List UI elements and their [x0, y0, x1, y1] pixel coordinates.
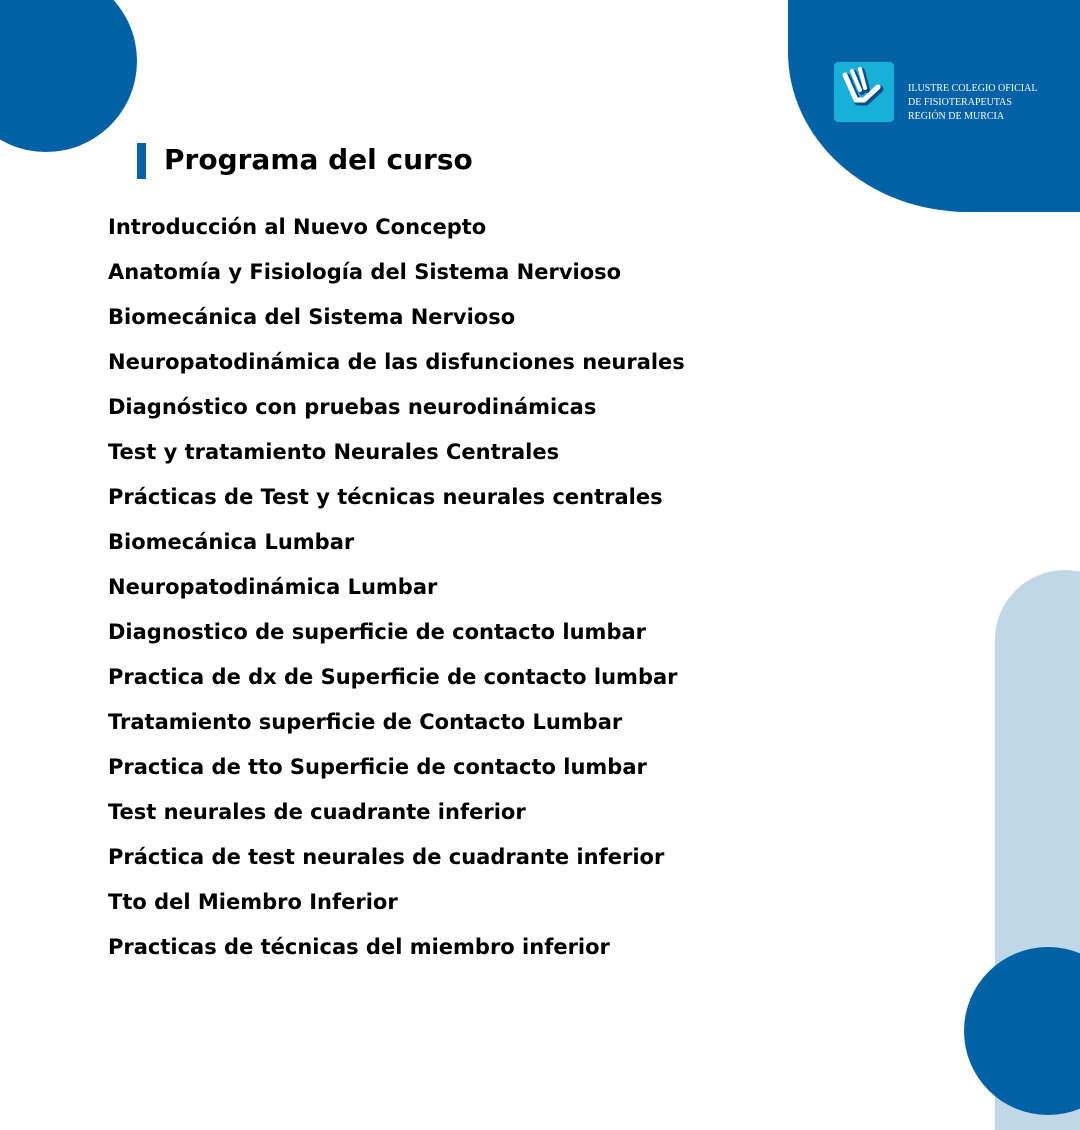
list-item: Practica de tto Superficie de contacto lumbar: [108, 755, 647, 779]
organization-name: [908, 82, 1037, 124]
decorative-circle-top-left: [0, 0, 137, 152]
list-item: Biomecánica Lumbar: [108, 530, 355, 554]
organization-name-line: DE FISIOTERAPEUTAS: [908, 97, 1012, 108]
course-program-list: [108, 205, 685, 970]
organization-name-line: REGIÓN DE MURCIA: [908, 111, 1005, 122]
list-item: Neuropatodinámica Lumbar: [108, 575, 438, 599]
list-item: Diagnostico de superficie de contacto lumbar: [108, 620, 647, 644]
list-item: Practica de dx de Superficie de contacto lumbar: [108, 665, 678, 689]
page-title: Programa del curso: [164, 143, 473, 176]
list-item: Tratamiento superficie de Contacto Lumbar: [108, 710, 623, 734]
list-item: Neuropatodinámica de las disfunciones neurales: [108, 350, 685, 374]
list-item: Practicas de técnicas del miembro inferior: [108, 935, 610, 959]
list-item: Tto del Miembro Inferior: [108, 890, 398, 914]
list-item: Práctica de test neurales de cuadrante inferior: [108, 845, 665, 869]
list-item: Anatomía y Fisiología del Sistema Nervioso: [108, 260, 622, 284]
hand-logo-icon: [834, 62, 894, 122]
list-item: Prácticas de Test y técnicas neurales centrales: [108, 485, 663, 509]
list-item: Test neurales de cuadrante inferior: [108, 800, 526, 824]
decorative-circle-bottom-right: [964, 947, 1080, 1115]
list-item: Biomecánica del Sistema Nervioso: [108, 305, 516, 329]
list-item: Test y tratamiento Neurales Centrales: [108, 440, 560, 464]
list-item: Diagnóstico con pruebas neurodinámicas: [108, 395, 597, 419]
title-accent-bar: [137, 143, 146, 179]
list-item: Introducción al Nuevo Concepto: [108, 215, 487, 239]
organization-name-line: ILUSTRE COLEGIO OFICIAL: [908, 83, 1038, 94]
